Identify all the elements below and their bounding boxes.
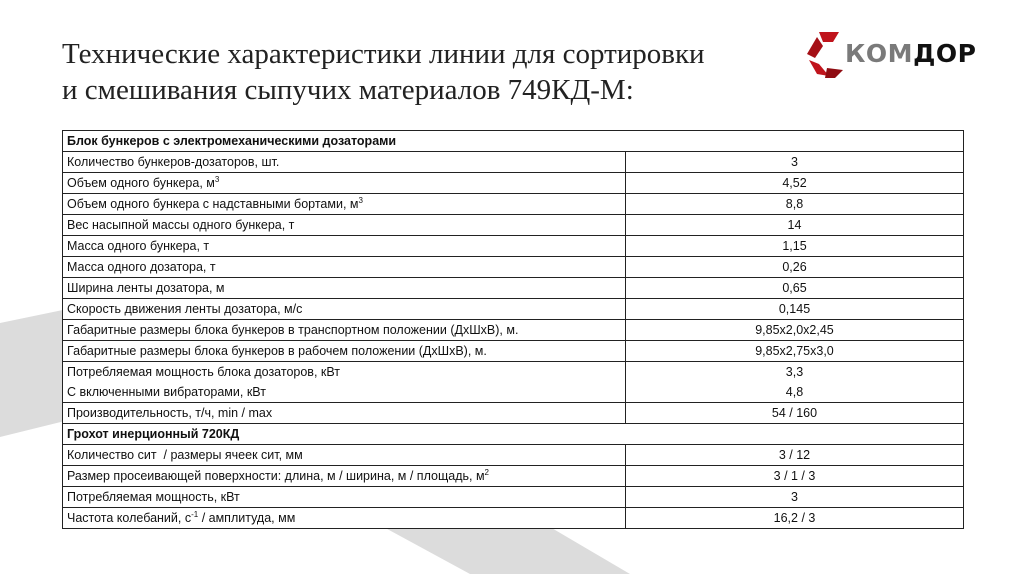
- row-value: 54 / 160: [626, 403, 964, 424]
- row-value: 3,3 4,8: [626, 362, 964, 403]
- table-row: [63, 362, 964, 403]
- row-label: Скорость движения ленты дозатора, м/с: [63, 299, 626, 320]
- row-label: Потребляемая мощность блока дозаторов, кВт С включенными вибраторами, кВт: [63, 362, 626, 403]
- page-title: Технические характеристики линии для сортировки и смешивания сыпучих материалов 749КД-М:: [62, 38, 705, 106]
- row-label: Объем одного бункера с надставными бортами, $м^3$: [63, 194, 626, 215]
- table-row: [63, 445, 964, 466]
- table-row: [63, 236, 964, 257]
- row-label: Частота колебаний, $с^{-1}$ / амплитуда, мм: [63, 508, 626, 529]
- row-value: 9,85х2,0х2,45: [626, 320, 964, 341]
- row-value: 3: [626, 487, 964, 508]
- company-logo: [805, 30, 975, 80]
- table-row: [63, 299, 964, 320]
- table-row: [63, 487, 964, 508]
- row-label: Количество сит / размеры ячеек сит, мм: [63, 445, 626, 466]
- row-label: Потребляемая мощность, кВт: [63, 487, 626, 508]
- section-header: [63, 424, 964, 445]
- specs-table: [62, 130, 964, 529]
- table-row: [63, 215, 964, 236]
- row-value: 0,65: [626, 278, 964, 299]
- table-row: [63, 278, 964, 299]
- row-label: Производительность, т/ч, min / max: [63, 403, 626, 424]
- table-row: [63, 194, 964, 215]
- row-label: Количество бункеров-дозаторов, шт.: [63, 152, 626, 173]
- table-row: [63, 466, 964, 487]
- row-value: 8,8: [626, 194, 964, 215]
- row-label: Габаритные размеры блока бункеров в транспортном положении (ДхШхВ), м.: [63, 320, 626, 341]
- row-value: 3 / 12: [626, 445, 964, 466]
- table-row: [63, 320, 964, 341]
- row-value: 3 / 1 / 3: [626, 466, 964, 487]
- row-value: 0,26: [626, 257, 964, 278]
- row-label: Габаритные размеры блока бункеров в рабочем положении (ДхШхВ), м.: [63, 341, 626, 362]
- table-row: [63, 173, 964, 194]
- table-row: [63, 152, 964, 173]
- row-label: Вес насыпной массы одного бункера, т: [63, 215, 626, 236]
- section-header: [63, 131, 964, 152]
- row-value: 3: [626, 152, 964, 173]
- logo-text-part2: ДОР: [913, 39, 977, 68]
- row-label: Объем одного бункера, $м^3$: [63, 173, 626, 194]
- table-row: [63, 257, 964, 278]
- row-label: Масса одного дозатора, т: [63, 257, 626, 278]
- row-value: 1,15: [626, 236, 964, 257]
- row-label: Ширина ленты дозатора, м: [63, 278, 626, 299]
- row-value: 4,52: [626, 173, 964, 194]
- section-title: Блок бункеров с электромеханическими дозаторами: [63, 131, 964, 152]
- row-value: 9,85х2,75х3,0: [626, 341, 964, 362]
- table-row: [63, 341, 964, 362]
- logo-hexagon-icon: [805, 30, 847, 80]
- row-value: 14: [626, 215, 964, 236]
- row-label: Размер просеивающей поверхности: длина, м / ширина, м / площадь, $м^2$: [63, 466, 626, 487]
- row-value: 0,145: [626, 299, 964, 320]
- row-label: Масса одного бункера, т: [63, 236, 626, 257]
- row-value: 16,2 / 3: [626, 508, 964, 529]
- section-title: Грохот инерционный 720КД: [63, 424, 964, 445]
- logo-text-part1: КОМ: [845, 39, 914, 68]
- table-row: [63, 403, 964, 424]
- table-row: [63, 508, 964, 529]
